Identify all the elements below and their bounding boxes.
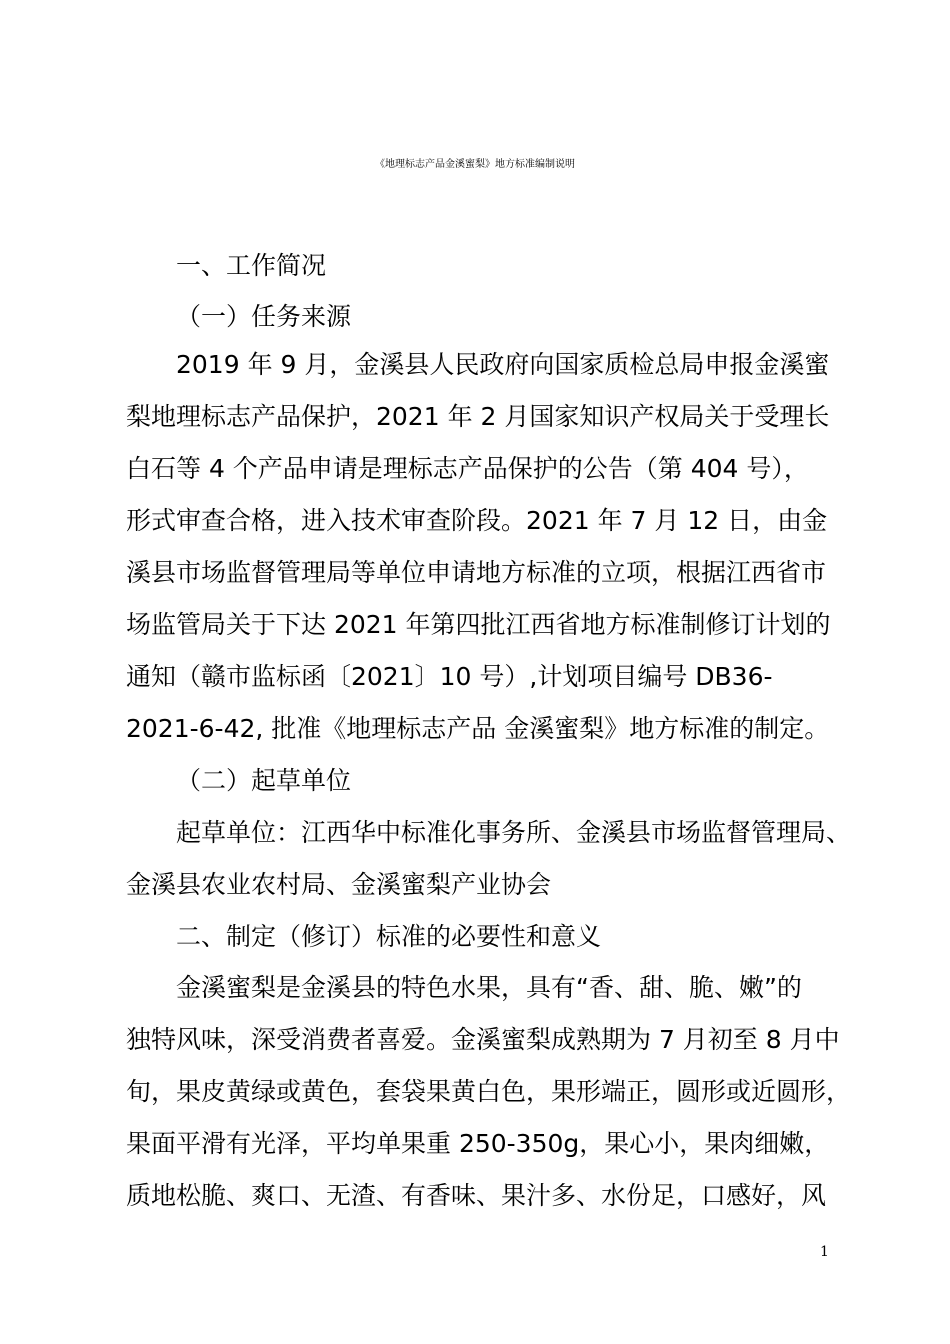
paragraph-line: 旬，果皮黄绿或黄色，套袋果黄白色，果形端正，圆形或近圆形， xyxy=(126,1077,852,1106)
paragraph-line: 2019 年 9 月，金溪县人民政府向国家质检总局申报金溪蜜 xyxy=(176,350,830,379)
paragraph-line: 通知（赣市监标函〔2021〕10 号）,计划项目编号 DB36- xyxy=(126,662,773,691)
paragraph-line: 场监管局关于下达 2021 年第四批江西省地方标准制修订计划的 xyxy=(126,610,831,639)
subsection-heading-task-source: （一）任务来源 xyxy=(176,302,352,331)
section-heading-work-overview: 一、工作简况 xyxy=(176,251,327,280)
paragraph-line: 金溪蜜梨是金溪县的特色水果，具有“香、甜、脆、嫩”的 xyxy=(176,973,802,1002)
paragraph-line: 独特风味，深受消费者喜爱。金溪蜜梨成熟期为 7 月初至 8 月中 xyxy=(126,1025,840,1054)
paragraph-line: 质地松脆、爽口、无渣、有香味、果汁多、水份足，口感好，风 xyxy=(126,1181,827,1210)
paragraph-line: 金溪县农业农村局、金溪蜜梨产业协会 xyxy=(126,870,552,899)
paragraph-line: 形式审查合格，进入技术审查阶段。2021 年 7 月 12 日，由金 xyxy=(126,506,828,535)
paragraph-line: 梨地理标志产品保护，2021 年 2 月国家知识产权局关于受理长 xyxy=(126,402,830,431)
paragraph-line: 白石等 4 个产品申请是理标志产品保护的公告（第 404 号）， xyxy=(126,454,809,483)
paragraph-line: 果面平滑有光泽，平均单果重 250-350g，果心小，果肉细嫩， xyxy=(126,1129,830,1158)
section-heading-necessity: 二、制定（修订）标准的必要性和意义 xyxy=(176,922,602,951)
subsection-heading-drafting-units: （二）起草单位 xyxy=(176,766,352,795)
paragraph-line: 2021-6-42, 批准《地理标志产品 金溪蜜梨》地方标准的制定。 xyxy=(126,714,830,743)
document-title: 《地理标志产品金溪蜜梨》地方标准编制说明 xyxy=(375,159,575,170)
paragraph-line: 起草单位：江西华中标准化事务所、金溪县市场监督管理局、 xyxy=(176,818,852,847)
paragraph-line: 溪县市场监督管理局等单位申请地方标准的立项，根据江西省市 xyxy=(126,558,827,587)
page-number: 1 xyxy=(820,1244,829,1260)
